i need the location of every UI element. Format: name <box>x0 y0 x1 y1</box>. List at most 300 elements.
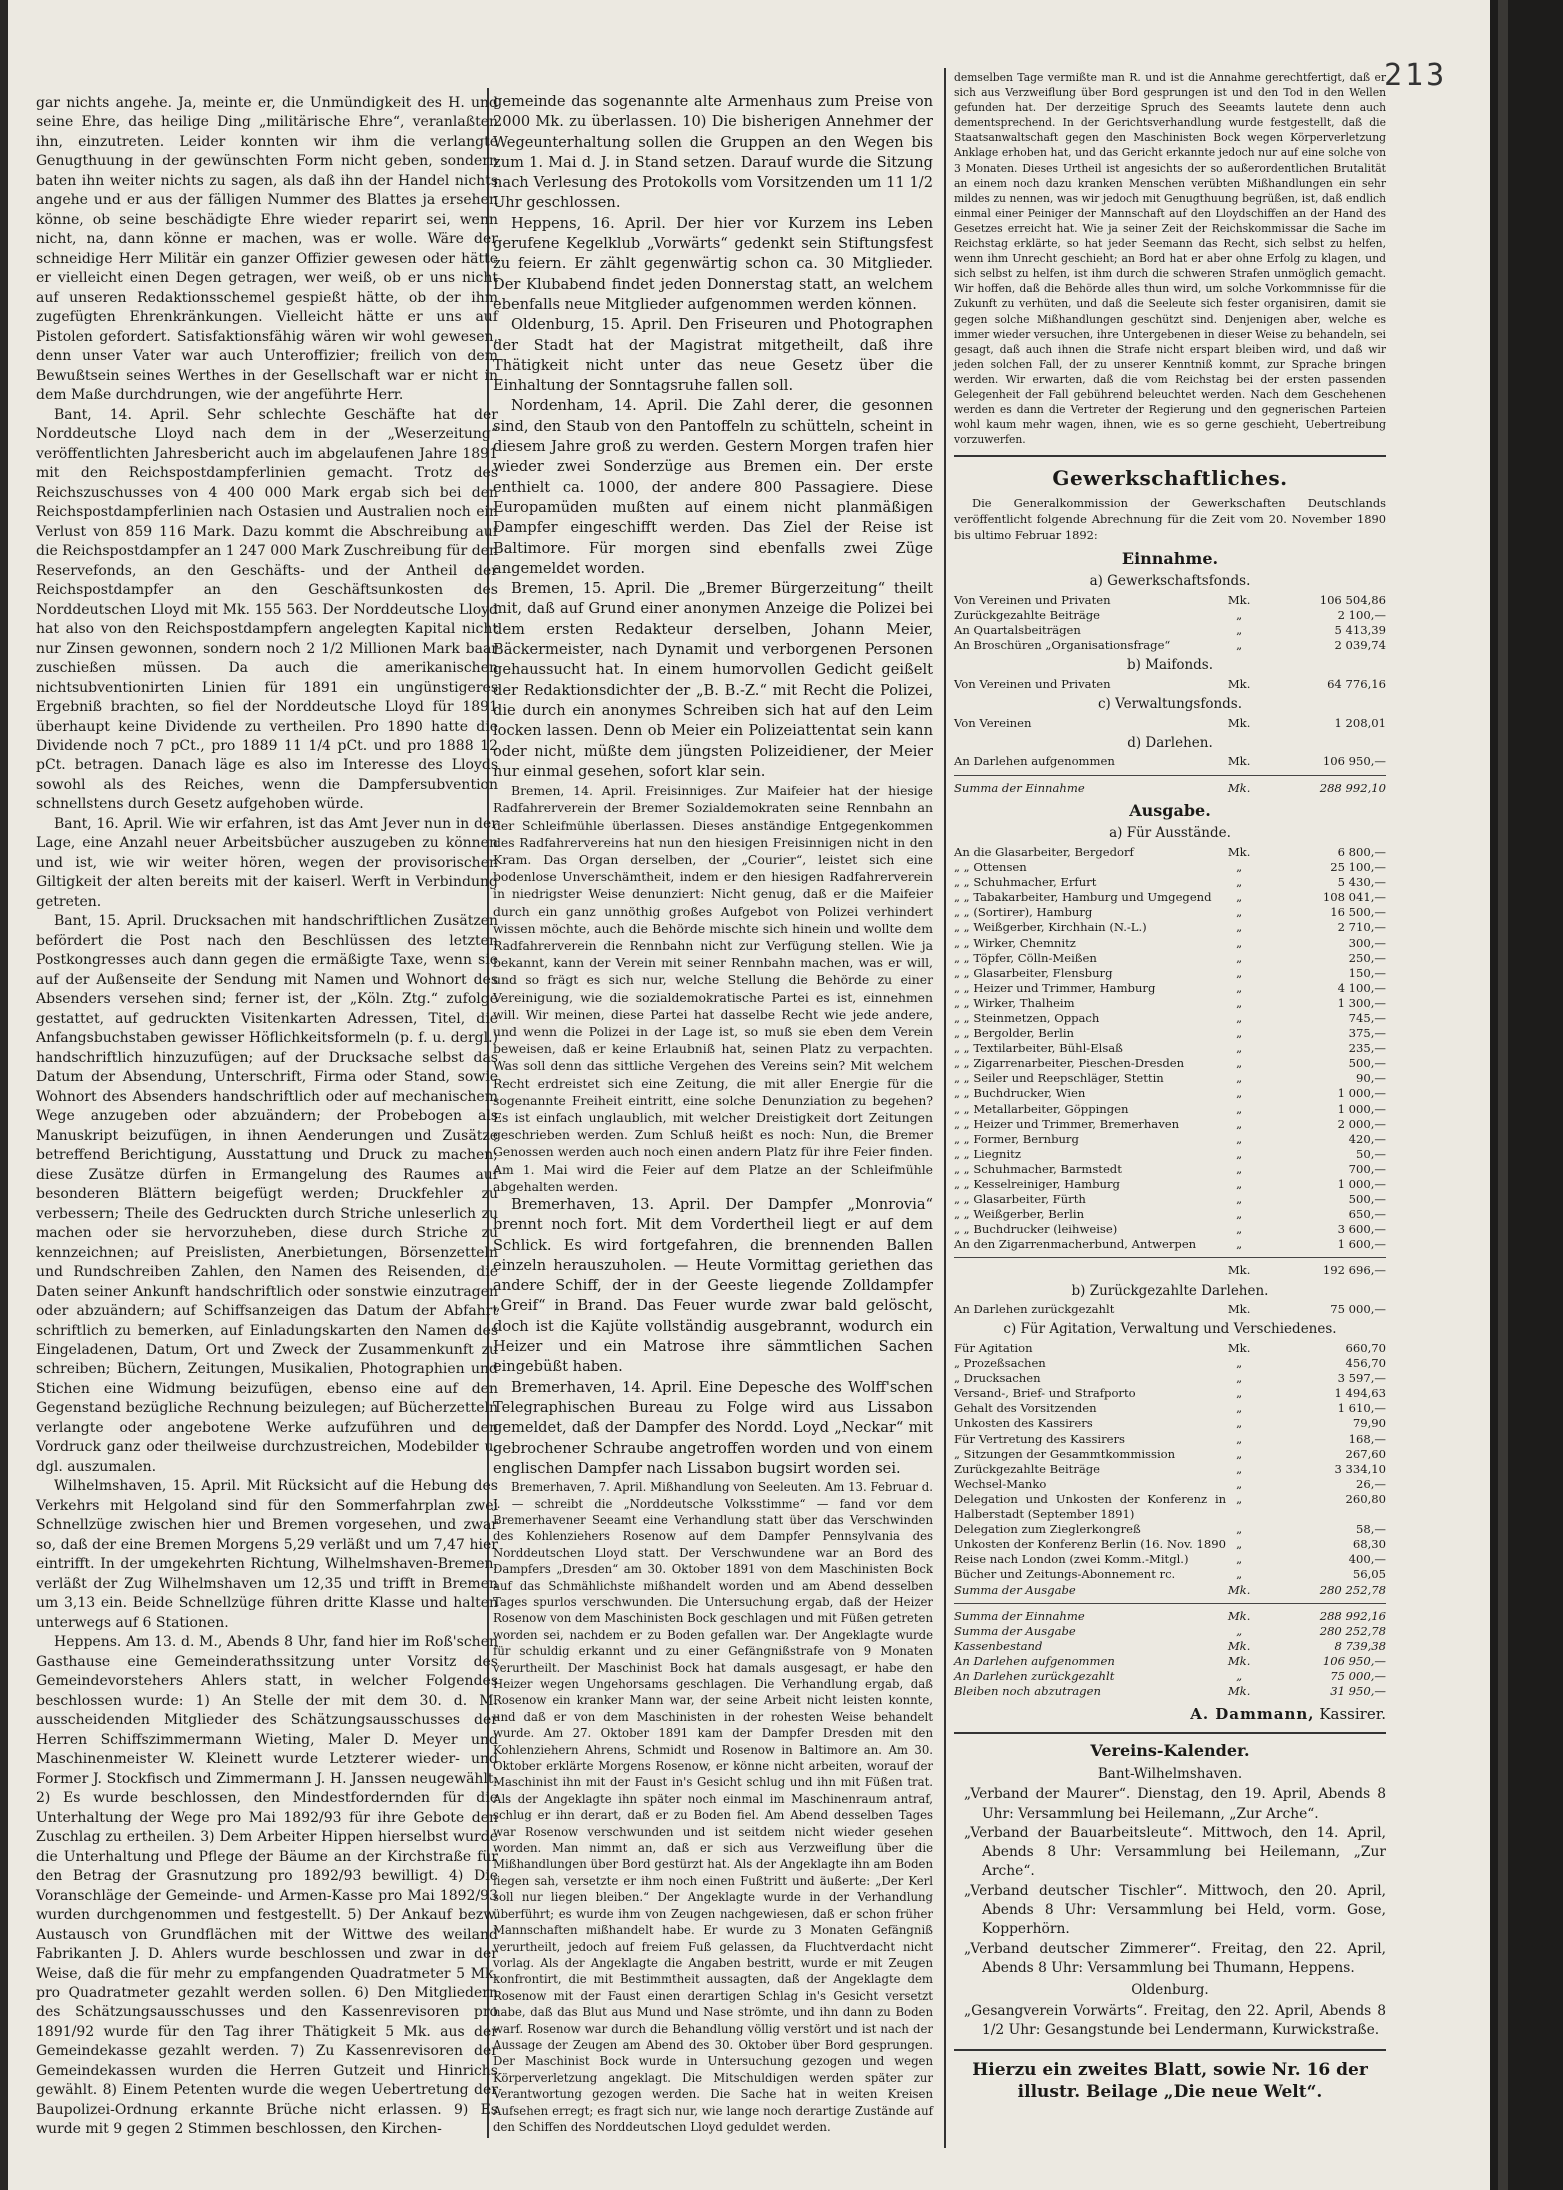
account-amount: 5 413,39 <box>1334 623 1386 638</box>
account-label: Kassenbestand <box>954 1638 1043 1653</box>
account-amount: 500,— <box>1348 1056 1386 1071</box>
currency-mark: „ <box>1236 875 1243 890</box>
account-amount: 5 430,— <box>1337 875 1386 890</box>
account-row <box>954 1207 1386 1222</box>
ausgabe-a-sum <box>954 1263 1386 1278</box>
account-amount: 58,— <box>1356 1522 1386 1537</box>
account-amount: 8 739,38 <box>1334 1638 1386 1653</box>
account-row <box>954 1026 1386 1041</box>
newspaper-page <box>8 0 1498 2190</box>
account-row <box>954 1583 1386 1598</box>
currency-mark: Mk. <box>1227 1684 1251 1699</box>
account-row <box>954 1401 1386 1416</box>
account-amount: 3 334,10 <box>1334 1461 1386 1476</box>
account-label: An die Glasarbeiter, Bergedorf <box>954 844 1134 859</box>
column-3 <box>954 70 1386 2103</box>
account-amount: 31 950,— <box>1330 1684 1386 1699</box>
account-amount: 1 000,— <box>1337 1086 1386 1101</box>
account-row <box>954 1071 1386 1086</box>
currency-mark: „ <box>1236 1222 1243 1237</box>
article-paragraph: gar nichts angehe. Ja, meinte er, die Unmündigkeit des H. und seine Ehre, das heilige Ding „militärische Ehre“, veranlaßten ihn, einzutreten. Leider konnten wir ihm die verlangte Genugthuung in der gewünschten Form nicht geben, sondern baten ihn weiter nichts zu sagen, als daß ihn der Handel nichts angehe und er aus der fälligen Nummer des Blattes ja ersehen könne, ob seine beschädigte Ehre wieder reparirt sei, wenn nicht, na, dann könne er machen, was er wolle. Wäre der schneidige Herr Militär ein ganzer Offizier gewesen oder hätte er vielleicht einen Degen getragen, wer weiß, ob er uns nicht auf unseren Redaktionsschemel gespießt hätte, ob der ihm zugefügten Ehrenkränkungen. Vielleicht hätte er uns auf Pistolen gefordert. Satisfaktionsfähig wären wir wohl gewesen, denn unser Vater war auch Unteroffizier; freilich von dem Bewußtsein seines Werthes in der Gesellschaft war er nicht in dem Maße durchdrungen, wie der angeführte Herr. <box>36 95 498 404</box>
kalender-place: Oldenburg. <box>1131 1982 1209 1999</box>
account-label: Unkosten der Konferenz Berlin (16. Nov. 1890 <box>954 1537 1226 1552</box>
section-intro: Die Generalkommission der Gewerkschaften Deutschlands veröffentlicht folgende Abrechnung für die Zeit vom 20. November 1890 bis ultimo Februar 1892: <box>954 496 1386 542</box>
account-amount: 75 000,— <box>1330 1302 1386 1317</box>
account-row <box>954 1462 1386 1477</box>
currency-mark: „ <box>1236 1461 1243 1476</box>
page-number: 213 <box>1384 58 1448 93</box>
kalender-entry: „Verband deutscher Tischler“. Mittwoch, den 20. April, Abends 8 Uhr: Versammlung bei Held, vorm. Gose, Kopperhörn. <box>964 1882 1386 1938</box>
einnahme-table <box>954 716 1386 731</box>
account-amount: 1 000,— <box>1337 1177 1386 1192</box>
article-paragraph: demselben Tage vermißte man R. und ist die Annahme gerechtfertigt, daß er sich aus Verzweiflung über Bord gesprungen ist und den Tod in den Wellen gefunden hat. Der derzeitige Spruch des Seeamts lautete denn auch dementsprechend. In der Gerichtsverhandlung wurde festgestellt, daß die Staatsanwaltschaft gegen den Maschinisten Bock wegen Körperverletzung Anklage erhoben hat, und das Gericht erkannte jedoch nur auf eine solche von 3 Monaten. Dieses Urtheil ist angesichts der so außerordentlichen Brutalität an einem noch dazu kranken Menschen verübten Mißhandlungen ein sehr mildes zu nennen, was wir jedoch mit Genugthuung begrüßen, ist, daß endlich einmal einer Peiniger der Mannschaft auf den Lloydschiffen an der Hand des Gesetzes erreicht hat. Wie ja seiner Zeit der Reichskommissar die Sache im Reichstag erklärte, so hat jeder Seemann das Recht, sich selbst zu helfen, wenn ihm Unrecht geschieht; an Bord hat er aber ohne Erfolg zu klagen, und sich selbst zu helfen, ist ihm durch die schweren Strafen unmöglich gemacht. Wir hoffen, daß die Behörde alles thun wird, um solche Vorkommnisse für die Zukunft zu verhüten, und daß die Seeleute sich fester organisiren, damit sie gegen solche Mißhandlungen geschützt sind. Denjenigen aber, welche es immer wieder versuchen, ihre Untergebenen in dieser Weise zu behandeln, sei gesagt, daß auch ihnen die Strafe nicht erspart bleiben wird, und daß wir jeden solchen Fall, der zu unserer Kenntniß kommt, zur Sprache bringen werden. Wir erwarten, daß die vom Reichstag bei der ersten passenden Gelegenheit der Fall gebührend beleuchtet werden. Nach dem Geschehenen werden es dann die Vertreter der Regierung und den gegnerischen Parteien wohl kaum mehr wagen, ihnen, wie es so gerne geschieht, Uebertreibung vorzuwerfen. <box>954 71 1386 447</box>
einnahme-table <box>954 754 1386 769</box>
signature-role: Kassirer. <box>1319 1705 1386 1724</box>
summary-table <box>954 1609 1386 1700</box>
currency-mark: „ <box>1236 950 1243 965</box>
account-row <box>954 1132 1386 1147</box>
account-subhead: c) Verwaltungsfonds. <box>1097 695 1243 712</box>
account-label: „ „ Bergolder, Berlin <box>954 1026 1074 1041</box>
currency-mark: „ <box>1236 1416 1243 1431</box>
account-label: „ Sitzungen der Gesammtkommission <box>954 1446 1176 1461</box>
account-row <box>954 1684 1386 1699</box>
ausgabe-title: Ausgabe. <box>1129 800 1211 820</box>
account-row <box>954 754 1386 769</box>
account-label: Zurückgezahlte Beiträge <box>954 1461 1101 1476</box>
currency-mark: „ <box>1236 1146 1243 1161</box>
signature-name: A. Dammann, <box>1190 1705 1315 1724</box>
account-row <box>954 996 1386 1011</box>
account-row <box>954 905 1386 920</box>
currency-mark: „ <box>1236 995 1243 1010</box>
account-row <box>954 1537 1386 1552</box>
sum-rule <box>954 1603 1386 1604</box>
account-row <box>954 1086 1386 1101</box>
column-2 <box>493 92 933 2135</box>
account-label: Gehalt des Vorsitzenden <box>954 1401 1097 1416</box>
sum-rule <box>954 1257 1386 1258</box>
account-amount: 56,05 <box>1352 1567 1386 1582</box>
account-row <box>954 608 1386 623</box>
article-paragraph: Nordenham, 14. April. Die Zahl derer, die gesonnen sind, den Staub von den Pantoffeln zu schütteln, scheint in diesem Jahre groß zu werden. Gestern Morgen trafen hier wieder zwei Sonderzüge aus Bremen ein. Der erste enthielt ca. 1000, der andere 800 Passagiere. Diese Europamüden mußten auf einem nicht planmäßigen Dampfer eingeschifft werden. Das Ziel der Reise ist Baltimore. Für morgen sind ebenfalls zwei Züge angemeldet worden. <box>493 397 933 577</box>
account-row <box>954 1147 1386 1162</box>
currency-mark: „ <box>1236 1161 1243 1176</box>
article-paragraph: Bremen, 14. April. Freisinniges. Zur Maifeier hat der hiesige Radfahrerverein der Bremer Sozialdemokraten seine Rennbahn an der Schleifmühle überlassen. Dieses anständige Entgegenkommen des Radfahrervereins hat nun den hiesigen Freisinnigen nicht in den Kram. Das Organ derselben, der „Courier“, leistet sich eine bodenlose Unverschämtheit, indem er den hiesigen Radfahrerverein in niedrigster Weise denunziert: Nicht genug, daß er die Maifeier durch ein ganz unnöthig großes Aufgebot von Polizei verhindert wissen möchte, auch die Behörde mischte sich hinein und wollte dem Radfahrerverein die Rennbahn nicht zur Verfügung stellen. Wie ja bekannt, kann der Verein mit seiner Rennbahn machen, was er will, und so frägt es sich nur, welche Stellung die Behörde zu einer Vereinigung, wie die sozialdemokratische Partei es ist, einnehmen will. Wir meinen, diese Partei hat dasselbe Recht wie jede andere, und wenn die Polizei in der Lage ist, so muß sie eben dem Verein beweisen, daß er keine Erlaubniß hat, seinen Platz zu verpachten. Was soll denn das sittliche Vergehen des Vereins sein? Mit welchem Recht erdreistet sich eine Zeitung, die mit aller Energie für die sogenannte Freiheit eintritt, eine solche Denunziation zu begehen? Es ist einfach unglaublich, mit welcher Dreistigkeit dort Zeitungen geschrieben werden. Zum Schluß heißt es noch: Nun, die Bremer Genossen werden auch noch einen andern Platz für ihre Feier finden. Am 1. Mai wird die Feier auf dem Platze an der Schleifmühle abgehalten werden. <box>493 783 933 1194</box>
account-amount: 25 100,— <box>1330 860 1386 875</box>
account-label: „ „ Textilarbeiter, Bühl-Elsaß <box>954 1041 1123 1056</box>
account-row <box>954 1432 1386 1447</box>
ausgabe-b-table <box>954 1302 1386 1317</box>
kalender-entry: „Gesangverein Vorwärts“. Freitag, den 22. April, Abends 8 1/2 Uhr: Gesangstunde bei Lendermann, Kurwickstraße. <box>964 2002 1386 2039</box>
account-label: „ „ Buchdrucker, Wien <box>954 1086 1086 1101</box>
account-label: „ „ Heizer und Trimmer, Bremerhaven <box>954 1116 1180 1131</box>
account-row <box>954 1522 1386 1537</box>
article-paragraph: Bant, 15. April. Drucksachen mit handschriftlichen Zusätzen befördert die Post nach den Beschlüssen des letzten Postkongresses auch dann gegen die ermäßigte Taxe, wenn sie auf der Außenseite der Sendung mit Namen und Wohnort des Absenders versehen sind; ferner ist, der „Köln. Ztg.“ zufolge gestattet, auf gedruckten Visitenkarten Adressen, Titel, die Anfangsbuchstaben gewisser Höflichkeitsformeln (p. f. u. dergl.) handschriftlich hinzuzufügen; auf der Drucksache selbst das Datum der Absendung, Unterschrift, Firma oder Stand, sowie Wohnort des Absenders handschriftlich oder auf mechanischem Wege anzugeben oder abzuändern; der Probebogen als Manuskript beizufügen, in ihnen Aenderungen und Zusätze betreffend Berichtigung, Ausstattung und Druck zu machen; diese Zusätze dürfen in Ermangelung des Raumes auf besonderen Blättern beigefügt werden; Druckfehler zu verbessern; Theile des Gedruckten durch Striche unleserlich zu machen oder sie hervorzuheben, diese durch Striche zu kennzeichnen; auf Preislisten, Anerbietungen, Börsenzetteln und Rundschreiben Zahlen, den Namen des Reisenden, die Daten seiner Ankunft handschriftlich oder sonstwie einzutragen oder abzuändern; auf Schiffsanzeigen das Datum der Abfahrt schriftlich zu bemerken, auf Einladungskarten den Namen des Eingeladenen, Datum, Ort und Zweck der Zusammenkunft zu schreiben; Büchern, Zeitungen, Musikalien, Photographien und Stichen eine Widmung beizufügen, ebenso eine auf den Gegenstand bezügliche Rechnung beizulegen; auf Bücherzetteln verlangte oder angebotene Werke aufzuführen und den Vordruck ganz oder theilweise durchzustreichen, Modebilder u. dgl. auszumalen. <box>36 913 498 1475</box>
currency-mark: Mk. <box>1227 1608 1251 1623</box>
account-label: „ „ Weißgerber, Kirchhain (N.-L.) <box>954 920 1147 935</box>
account-label: „ Drucksachen <box>954 1371 1041 1386</box>
account-label: Von Vereinen <box>954 715 1032 730</box>
currency-mark: „ <box>1236 965 1243 980</box>
account-label: „ „ Wirker, Thalheim <box>954 995 1075 1010</box>
currency-mark: Mk. <box>1227 676 1251 691</box>
currency-mark: Mk. <box>1227 754 1251 769</box>
currency-mark: „ <box>1236 1668 1243 1683</box>
account-row <box>954 1669 1386 1684</box>
signature <box>954 1705 1386 1724</box>
currency-mark: „ <box>1236 1207 1243 1222</box>
account-row <box>954 1492 1386 1522</box>
account-row <box>954 1386 1386 1401</box>
account-subhead: d) Darlehen. <box>1127 734 1213 751</box>
article-paragraph: gemeinde das sogenannte alte Armenhaus zum Preise von 2000 Mk. zu überlassen. 10) Die bisherigen Annehmer der Wegeunterhaltung sollen die Gruppen an den Wegen bis zum 1. Mai d. J. in Stand setzen. Darauf wurde die Sitzung nach Verlesung des Protokolls vom Vorsitzenden um 11 1/2 Uhr geschlossen. <box>493 93 933 212</box>
account-subhead: b) Maifonds. <box>1126 657 1214 674</box>
account-label: „ „ Weißgerber, Berlin <box>954 1207 1085 1222</box>
account-label: An Darlehen zurückgezahlt <box>954 1302 1115 1317</box>
currency-mark: „ <box>1236 1071 1243 1086</box>
ausgabe-table-wrap <box>954 824 1386 1699</box>
account-row <box>954 1477 1386 1492</box>
currency-mark: Mk. <box>1227 1263 1251 1278</box>
account-row <box>954 1371 1386 1386</box>
currency-mark: „ <box>1236 1446 1243 1461</box>
account-row <box>954 1552 1386 1567</box>
account-amount: 400,— <box>1348 1552 1386 1567</box>
account-label: Zurückgezahlte Beiträge <box>954 607 1101 622</box>
vereins-kalender <box>954 1742 1386 2103</box>
account-amount: 4 100,— <box>1337 980 1386 995</box>
ausgabe-c-table <box>954 1341 1386 1583</box>
account-amount: 375,— <box>1348 1026 1386 1041</box>
currency-mark: „ <box>1236 1056 1243 1071</box>
account-amount: 50,— <box>1356 1146 1386 1161</box>
account-amount: 260,80 <box>1345 1491 1386 1506</box>
section-divider <box>954 2049 1386 2051</box>
account-amount: 456,70 <box>1345 1356 1386 1371</box>
currency-mark: „ <box>1236 1041 1243 1056</box>
currency-mark: „ <box>1236 1401 1243 1416</box>
account-label: Bleiben noch abzutragen <box>954 1684 1101 1699</box>
account-row <box>954 981 1386 996</box>
account-amount: 79,90 <box>1352 1416 1386 1431</box>
account-label: „ „ (Sortirer), Hamburg <box>954 905 1093 920</box>
currency-mark: „ <box>1236 1101 1243 1116</box>
ausgabe-sum <box>954 1583 1386 1598</box>
kalender-title: Vereins-Kalender. <box>1090 1740 1250 1760</box>
account-amount: 420,— <box>1348 1131 1386 1146</box>
account-amount: 1 208,01 <box>1334 715 1386 730</box>
currency-mark: Mk. <box>1227 1638 1251 1653</box>
account-label: Summa der Ausgabe <box>954 1623 1076 1638</box>
account-amount: 1 600,— <box>1337 1237 1386 1252</box>
account-row <box>954 1102 1386 1117</box>
account-label: An Darlehen aufgenommen <box>954 1653 1115 1668</box>
account-row <box>954 1192 1386 1207</box>
account-label: „ „ Schuhmacher, Erfurt <box>954 875 1097 890</box>
currency-mark: „ <box>1236 890 1243 905</box>
einnahme-table <box>954 593 1386 653</box>
account-row <box>954 677 1386 692</box>
account-label: Summa der Einnahme <box>954 780 1085 795</box>
account-amount: 1 610,— <box>1337 1401 1386 1416</box>
section-divider <box>954 455 1386 457</box>
currency-mark: „ <box>1236 1177 1243 1192</box>
einnahme-table-wrap <box>954 572 1386 795</box>
account-row <box>954 1222 1386 1237</box>
account-row <box>954 1041 1386 1056</box>
account-label: Von Vereinen und Privaten <box>954 676 1111 691</box>
account-label: „ „ Seiler und Reepschläger, Stettin <box>954 1071 1164 1086</box>
article-paragraph: Oldenburg, 15. April. Den Friseuren und Photographen der Stadt hat der Magistrat mitgetheilt, daß ihre Thätigkeit nicht unter das neue Gesetz über die Einhaltung der Sonntagsruhe fallen soll. <box>493 316 933 395</box>
account-amount: 288 992,10 <box>1319 780 1386 795</box>
account-label: An Broschüren „Organisationsfrage“ <box>954 638 1171 653</box>
currency-mark: „ <box>1236 1522 1243 1537</box>
account-amount: 1 300,— <box>1337 995 1386 1010</box>
account-row <box>954 1341 1386 1356</box>
account-subhead: a) Gewerkschaftsfonds. <box>1089 573 1251 590</box>
currency-mark: „ <box>1236 1371 1243 1386</box>
account-row <box>954 1237 1386 1252</box>
account-amount: 500,— <box>1348 1192 1386 1207</box>
account-row <box>954 593 1386 608</box>
article-paragraph: Heppens. Am 13. d. M., Abends 8 Uhr, fand hier im Roß'schen Gasthause eine Gemeinderathssitzung unter Vorsitz des Gemeindevorstehers Ahlers statt, in welcher Folgendes beschlossen wurde: 1) An Stelle der mit dem 30. d. M. ausscheidenden Mitglieder des Schätzungsausschusses der Herren Schiffszimmermann Wieting, Maler D. Meyer und Maschinenmeister W. Kleinett wurde Letzterer wieder- und Former J. Stockfisch und Zimmermann J. H. Janssen neugewählt. 2) Es wurde beschlossen, den Mindestfordernden für die Unterhaltung der Wege pro Mai 1892/93 für ihre Gebote den Zuschlag zu ertheilen. 3) Dem Arbeiter Hippen hierselbst wurde die Unterhaltung und Pflege der Bäume an der Kirchstraße für den Betrag der Grasnutzung pro 1892/93 bewilligt. 4) Die Voranschläge der Gemeinde- und Armen-Kasse pro Mai 1892/93 wurden durchgenommen und festgestellt. 5) Der Ankauf bezw. Austausch von Grundflächen mit der Wittwe des weiland Fabrikanten J. D. Ahlers wurde beschlossen und zwar in der Weise, daß die für mehr zu empfangenden Quadratmeter 5 Mk. pro Quadratmeter gezahlt werden sollen. 6) Den Mitgliedern des Schätzungsausschusses und den Kassenrevisoren pro 1891/92 wurde für den Tag ihrer Thätigkeit 5 Mk. aus der Gemeindekasse gezahlt werden. 7) Zu Kassenrevisoren der Gemeindekassen wurden die Herren Gutzeit und Hinrichs gewählt. 8) Einem Petenten wurde die wegen Uebertretung der Baupolizei-Ordnung erkannte Brüche nicht erlassen. 9) Es wurde mit 9 gegen 2 Stimmen beschlossen, den Kirchen- <box>36 1634 498 2138</box>
account-amount: 16 500,— <box>1330 905 1386 920</box>
account-row <box>954 638 1386 653</box>
account-label: „ „ Glasarbeiter, Fürth <box>954 1192 1086 1207</box>
kalender-entry: „Verband der Maurer“. Dienstag, den 19. April, Abends 8 Uhr: Versammlung bei Heilemann, „Zur Arche“. <box>964 1786 1386 1822</box>
account-label: „ „ Töpfer, Cölln-Meißen <box>954 950 1097 965</box>
account-row <box>954 1356 1386 1371</box>
account-label: „ Prozeßsachen <box>954 1356 1046 1371</box>
account-label: „ „ Former, Bernburg <box>954 1131 1079 1146</box>
account-label: Versand-, Brief- und Strafporto <box>954 1386 1136 1401</box>
account-label: Reise nach London (zwei Komm.-Mitgl.) <box>954 1552 1189 1567</box>
currency-mark: Mk. <box>1227 1341 1251 1356</box>
account-row <box>954 875 1386 890</box>
account-label: Unkosten des Kassirers <box>954 1416 1093 1431</box>
account-label: An Quartalsbeiträgen <box>954 623 1081 638</box>
account-row <box>954 623 1386 638</box>
account-amount: 700,— <box>1348 1161 1386 1176</box>
currency-mark: „ <box>1236 920 1243 935</box>
account-row <box>954 845 1386 860</box>
account-label: Für Vertretung des Kassirers <box>954 1431 1125 1446</box>
account-row <box>954 1654 1386 1669</box>
account-row <box>954 951 1386 966</box>
account-label: „ „ Tabakarbeiter, Hamburg und Umgegend <box>954 890 1212 905</box>
account-label: „ „ Ottensen <box>954 860 1027 875</box>
kalender-place: Bant-Wilhelmshaven. <box>1097 1765 1243 1782</box>
currency-mark: „ <box>1236 860 1243 875</box>
account-row <box>954 716 1386 731</box>
account-row <box>954 890 1386 905</box>
account-amount: 3 600,— <box>1337 1222 1386 1237</box>
account-amount: 192 696,— <box>1322 1263 1386 1278</box>
currency-mark: „ <box>1236 1131 1243 1146</box>
account-amount: 2 710,— <box>1337 920 1386 935</box>
account-label: „ „ Kesselreiniger, Hamburg <box>954 1177 1120 1192</box>
kalender-entry: „Verband deutscher Zimmerer“. Freitag, den 22. April, Abends 8 Uhr: Versammlung bei Thumann, Heppens. <box>964 1940 1386 1976</box>
article-paragraph: Bant, 14. April. Sehr schlechte Geschäfte hat der Norddeutsche Lloyd nach dem in der „Weserzeitung“ veröffentlichten Jahresbericht auch im abgelaufenen Jahre 1891 mit den Reichspostdampferlinien gemacht. Trotz des Reichszuschusses von 4 400 000 Mark ergab sich bei den Reichspostdampferlinien nach Ostasien und Australien noch ein Verlust von 859 116 Mark. Dazu kommt die Abschreibung auf die Reichspostdampfer an 1 247 000 Mark Zuschreibung für den Reservefonds, an den Geschäfts- und der Antheil der Reichspostdampfer an den Geschäftsunkosten des Norddeutschen Lloyd mit Mk. 155 563. Der Norddeutsche Lloyd hat also von den Reichspostdampfern angelegten Kapital nicht nur Zinsen gewonnen, sondern noch 2 1/2 Millionen Mark baar zuschießen müssen. Da auch die amerikanischen nichtsubventionirten Linien für 1891 ein ungünstigeres Ergebniß brachten, so fiel der Norddeutsche Lloyd für 1891 überhaupt keine Dividende zu vertheilen. Pro 1890 hatte die Dividende noch 7 pCt., pro 1889 11 1/4 pCt. und pro 1888 12 pCt. betragen. Danach läge es also im Interesse des Lloyds sowohl als des Reiches, wenn die Dampfersubvention schnellstens durch Gesetz aufgehoben würde. <box>36 406 498 813</box>
account-row <box>954 936 1386 951</box>
account-label: „ „ Wirker, Chemnitz <box>954 935 1076 950</box>
account-amount: 26,— <box>1356 1476 1386 1491</box>
account-label: „ „ Schuhmacher, Barmstedt <box>954 1161 1122 1176</box>
gewerkschaft-section <box>954 466 1386 1724</box>
account-label: Von Vereinen und Privaten <box>954 592 1111 607</box>
einnahme-sum <box>954 781 1386 796</box>
currency-mark: Mk. <box>1227 1582 1251 1597</box>
account-label: „ „ Buchdrucker (leihweise) <box>954 1222 1118 1237</box>
currency-mark: „ <box>1236 1537 1243 1552</box>
account-amount: 168,— <box>1348 1431 1386 1446</box>
ausgabe-a-table <box>954 845 1386 1253</box>
account-row <box>954 1639 1386 1654</box>
currency-mark: Mk. <box>1227 592 1251 607</box>
account-subhead: a) Für Ausstände. <box>1109 825 1231 842</box>
currency-mark: „ <box>1236 1010 1243 1025</box>
page-edge-shadow <box>1490 0 1563 2190</box>
currency-mark: „ <box>1236 980 1243 995</box>
account-amount: 650,— <box>1348 1207 1386 1222</box>
currency-mark: Mk. <box>1227 844 1251 859</box>
account-amount: 660,70 <box>1345 1341 1386 1356</box>
account-amount: 267,60 <box>1345 1446 1386 1461</box>
account-row <box>954 1447 1386 1462</box>
currency-mark: „ <box>1236 1386 1243 1401</box>
account-amount: 68,30 <box>1352 1537 1386 1552</box>
account-row <box>954 1117 1386 1132</box>
currency-mark: „ <box>1236 638 1243 653</box>
account-label: „ „ Heizer und Trimmer, Hamburg <box>954 980 1156 995</box>
account-label: An Darlehen zurückgezahlt <box>954 1668 1115 1683</box>
account-amount: 106 950,— <box>1322 754 1386 769</box>
currency-mark: „ <box>1236 1431 1243 1446</box>
article-paragraph: Bremerhaven, 7. April. Mißhandlung von Seeleuten. Am 13. Februar d. J. — schreibt die „Norddeutsche Volksstimme“ — fand vor dem Bremerhavener Seeamt eine Verhandlung statt über das Verschwinden des Kohlenziehers Rosenow auf dem Dampfer Pennsylvania des Norddeutschen Lloyd statt. Der Verschwundene war an Bord des Dampfers „Dresden“ am 30. Oktober 1891 von dem Maschinisten Bock auf das Schmählichste mißhandelt worden und am Abend desselben Tages spurlos verschwunden. Die Untersuchung ergab, daß der Heizer Rosenow von dem Maschinisten Bock geschlagen und mit Füßen getreten worden sei, nachdem er zu Boden gefallen war. Der Angeklagte wurde für schuldig erkannt und zu einer Gefängnißstrafe von 9 Monaten verurtheilt. Der Maschinist Bock hat damals ausgesagt, er habe den Heizer wegen Ungehorsams geschlagen. Die Verhandlung ergab, daß Rosenow ein kranker Mann war, der seine Arbeit nicht leisten konnte, und daß er von dem Maschinisten in der rohesten Weise behandelt wurde. Am 27. Oktober 1891 kam der Dampfer Dresden mit den Kohlenziehern Ahrens, Schmidt und Rosenow in Baltimore an. Am 30. Oktober erklärte Morgens Rosenow, er könne nicht arbeiten, worauf der Maschinist ihn mit der Faust in's Gesicht schlug und ihn mit Füßen trat. Als der Angeklagte ihn später noch einmal im Maschinenraum antraf, schlug er ihn derart, daß er zu Boden fiel. Am Abend desselben Tages war Rosenow verschwunden und ist seitdem nicht wieder gesehen worden. Man nimmt an, daß er sich aus Verzweiflung über die Mißhandlungen über Bord gestürzt hat. Als der Angeklagte ihn am Boden liegen sah, versetzte er ihm noch einen Fußtritt und äußerte: „Der Kerl soll nur liegen bleiben.“ Der Angeklagte wurde in der Verhandlung überführt; es wurde ihm von Zeugen nachgewiesen, daß er schon früher Mannschaften mißhandelt habe. Er wurde zu 3 Monaten Gefängniß verurtheilt, jedoch auf freiem Fuß gelassen, da Fluchtverdacht nicht vorlag. Als der Angeklagte die Angaben bestritt, wurde er mit Zeugen konfrontirt, die mit Bestimmtheit aussagten, daß der Angeklagte dem Rosenow mit der Faust einen derartigen Schlag in's Gesicht versetzt habe, daß das Blut aus Mund und Nase strömte, und ihn dann zu Boden warf. Rosenow war durch die Behandlung völlig verstört und ist nach der Aussage der Zeugen am Abend des 30. Oktober über Bord gesprungen. Der Maschinist Bock wurde in Untersuchung gezogen und wegen Körperverletzung angeklagt. Die Mitschuldigen werden später zur Verantwortung gezogen werden. Die Sache hat in weiten Kreisen Aufsehen erregt; es fragt sich nur, wie lange noch derartige Zustände auf den Schiffen des Norddeutschen Lloyd geduldet werden. <box>493 1480 933 2134</box>
account-label: Wechsel-Manko <box>954 1476 1047 1491</box>
account-amount: 108 041,— <box>1322 890 1386 905</box>
account-amount: 2 000,— <box>1337 1116 1386 1131</box>
currency-mark: „ <box>1236 1192 1243 1207</box>
currency-mark: „ <box>1236 1116 1243 1131</box>
account-label: Summa der Einnahme <box>954 1608 1085 1623</box>
account-amount: 745,— <box>1348 1010 1386 1025</box>
section-divider <box>954 1732 1386 1734</box>
account-label: Delegation zum Zieglerkongreß <box>954 1522 1141 1537</box>
account-row <box>954 1177 1386 1192</box>
section-title: Gewerkschaftliches. <box>1052 466 1288 491</box>
account-row <box>954 1416 1386 1431</box>
account-row <box>954 860 1386 875</box>
article-paragraph: Bant, 16. April. Wie wir erfahren, ist das Amt Jever nun in der Lage, eine Anzahl neuer Arbeitsbücher auszugeben zu können und ist, wie wir weiter hören, wegen der provisorischen Giltigkeit der alten bereits mit der kaiserl. Werft in Verbindung getreten. <box>36 815 498 910</box>
account-subhead: c) Für Agitation, Verwaltung und Verschiedenes. <box>1003 1321 1337 1338</box>
currency-mark: „ <box>1236 1086 1243 1101</box>
account-label: „ „ Liegnitz <box>954 1146 1021 1161</box>
account-amount: 235,— <box>1348 1041 1386 1056</box>
account-amount: 75 000,— <box>1330 1668 1386 1683</box>
account-row <box>954 781 1386 796</box>
currency-mark: Mk. <box>1227 780 1251 795</box>
account-row <box>954 1567 1386 1582</box>
account-label: „ „ Metallarbeiter, Göppingen <box>954 1101 1129 1116</box>
account-row <box>954 1609 1386 1624</box>
account-amount: 280 252,78 <box>1319 1582 1386 1597</box>
account-label: An den Zigarrenmacherbund, Antwerpen <box>954 1237 1197 1252</box>
kalender-entries <box>954 2002 1386 2041</box>
currency-mark: „ <box>1236 1356 1243 1371</box>
account-label: Bücher und Zeitungs-Abonnement rc. <box>954 1567 1176 1582</box>
account-amount: 280 252,78 <box>1319 1623 1386 1638</box>
account-row <box>954 1263 1386 1278</box>
account-amount: 2 100,— <box>1337 607 1386 622</box>
account-label <box>954 1263 1226 1278</box>
account-row <box>954 966 1386 981</box>
account-amount: 288 992,16 <box>1319 1608 1386 1623</box>
column-1 <box>36 94 498 2140</box>
account-amount: 1 000,— <box>1337 1101 1386 1116</box>
currency-mark: Mk. <box>1227 715 1251 730</box>
currency-mark: Mk. <box>1227 1302 1251 1317</box>
account-row <box>954 1162 1386 1177</box>
column-rule-2 <box>944 68 946 2148</box>
account-amount: 2 039,74 <box>1334 638 1386 653</box>
article-paragraph: Wilhelmshaven, 15. April. Mit Rücksicht auf die Hebung des Verkehrs mit Helgoland sind für den Sommerfahrplan zwei Schnellzüge zwischen hier und Bremen vorgesehen, und zwar so, daß der eine Bremen Morgens 5,29 verläßt und um 7,47 hier eintrifft. In der umgekehrten Richtung, Wilhelmshaven-Bremen, verläßt der Zug Wilhelmshaven um 12,35 und trifft in Bremen um 3,13 ein. Beide Schnellzüge führen dritte Klasse und halten unterwegs auf 6 Stationen. <box>36 1478 498 1631</box>
account-label: „ „ Zigarrenarbeiter, Pieschen-Dresden <box>954 1056 1185 1071</box>
currency-mark: „ <box>1236 607 1243 622</box>
account-label: Summa der Ausgabe <box>954 1582 1076 1597</box>
einnahme-title: Einnahme. <box>1121 548 1219 568</box>
currency-mark: „ <box>1236 1237 1243 1252</box>
account-row <box>954 1011 1386 1026</box>
account-amount: 90,— <box>1356 1071 1386 1086</box>
article-paragraph: Bremerhaven, 14. April. Eine Depesche des Wolff'schen Telegraphischen Bureau zu Folge wird aus Lissabon gemeldet, daß der Dampfer des Nordd. Loyd „Neckar“ mit gebrochener Schraube angetroffen worden und von einem englischen Dampfer nach Lissabon bugsirt worden sei. <box>493 1378 933 1477</box>
account-label: „ „ Steinmetzen, Oppach <box>954 1010 1100 1025</box>
kalender-entries <box>954 1785 1386 1978</box>
account-label: „ „ Glasarbeiter, Flensburg <box>954 965 1113 980</box>
account-amount: 300,— <box>1348 935 1386 950</box>
sum-rule <box>954 775 1386 776</box>
account-label: An Darlehen aufgenommen <box>954 754 1115 769</box>
currency-mark: „ <box>1236 1567 1243 1582</box>
account-row <box>954 1624 1386 1639</box>
account-amount: 106 504,86 <box>1319 592 1386 607</box>
account-amount: 150,— <box>1348 965 1386 980</box>
einnahme-table <box>954 677 1386 692</box>
supplement-note: Hierzu ein zweites Blatt, sowie Nr. 16 der illustr. Beilage „Die neue Welt“. <box>972 2059 1368 2102</box>
account-row <box>954 1056 1386 1071</box>
kalender-entry: „Verband der Bauarbeitsleute“. Mittwoch, den 14. April, Abends 8 Uhr: Versammlung bei Heilemann, „Zur Arche“. <box>964 1824 1386 1880</box>
currency-mark: „ <box>1236 905 1243 920</box>
currency-mark: „ <box>1236 623 1243 638</box>
article-paragraph: Heppens, 16. April. Der hier vor Kurzem ins Leben gerufene Kegelklub „Vorwärts“ gedenkt sein Stiftungsfest zu feiern. Er zählt gegenwärtig schon ca. 30 Mitglieder. Der Klubabend findet jeden Donnerstag statt, an welchem ebenfalls neue Mitglieder aufgenommen werden können. <box>493 214 933 313</box>
account-row <box>954 1302 1386 1317</box>
account-row <box>954 920 1386 935</box>
currency-mark: „ <box>1236 1026 1243 1041</box>
article-paragraph: Bremerhaven, 13. April. Der Dampfer „Monrovia“ brennt noch fort. Mit dem Vordertheil liegt er auf dem Schlick. Es wird fortgefahren, die brennenden Ballen einzeln herauszuholen. — Heute Vormittag geriethen das andere Schiff, der in der Geeste liegende Zolldampfer „Greif“ in Brand. Das Feuer wurde zwar bald gelöscht, doch ist die Kajüte vollständig ausgebrannt, wodurch ein Heizer und ein Matrose ihre sämmtlichen Sachen eingebüßt haben. <box>493 1195 933 1376</box>
currency-mark: „ <box>1236 1476 1243 1491</box>
account-amount: 250,— <box>1348 950 1386 965</box>
currency-mark: „ <box>1236 1623 1243 1638</box>
currency-mark: „ <box>1236 1491 1243 1506</box>
currency-mark: „ <box>1236 1552 1243 1567</box>
account-label: Delegation und Unkosten der Konferenz in Halberstadt (September 1891) <box>954 1491 1227 1522</box>
account-amount: 64 776,16 <box>1327 676 1386 691</box>
account-label: Für Agitation <box>954 1341 1033 1356</box>
account-subhead: b) Zurückgezahlte Darlehen. <box>1071 1282 1269 1299</box>
article-paragraph: Bremen, 15. April. Die „Bremer Bürgerzeitung“ theilt mit, daß auf Grund einer anonymen Anzeige die Polizei bei dem ersten Redakteur derselben, Johann Meier, Bäckermeister, nach Dynamit und verborgenen Personen gehaussucht hat. In einem humorvollen Gedicht geißelt der Redaktionsdichter der „B. B.-Z.“ mit Recht die Polizei, die durch ein anonymes Schreiben sich hat auf den Leim locken lassen. Denn ob Meier ein Polizeiattentat sein kann oder nicht, müßte dem jüngsten Polizeidiener, der Meier nur einmal gesehen, sofort klar sein. <box>493 580 933 780</box>
account-amount: 106 950,— <box>1322 1653 1386 1668</box>
